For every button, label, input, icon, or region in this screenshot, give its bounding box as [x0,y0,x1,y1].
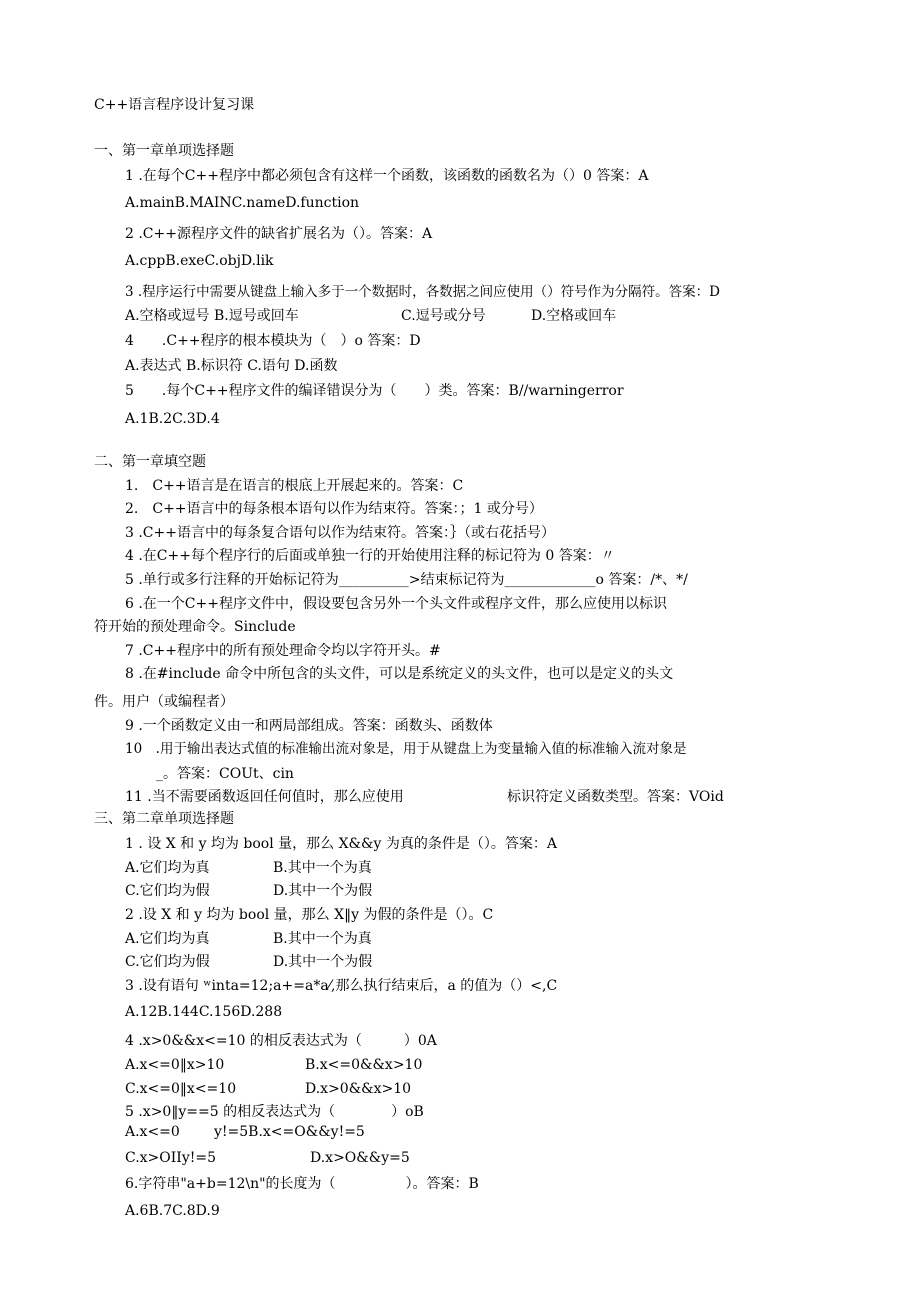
options-line: C.逗号或分号 [401,308,486,324]
options-line: D.其中一个为假 [273,954,373,970]
options-line: y!=5B.x<=O&&y!=5 [214,1124,365,1140]
question-line: 3 .C++语言中的每条复合语句以作为结束符。答案：｝（或右花括号） [125,525,555,541]
question-line: 5 .每个C++程序文件的编译错误分为（ ）类。答案：B//warningerror [125,383,624,399]
options-line: A.x<=0 [125,1124,180,1140]
options-line: C.它们均为假 [125,883,210,899]
options-line: A.mainB.MAINC.nameD.function [125,195,360,211]
question-line: 10 .用于输出表达式值的标准输出流对象是，用于从键盘上为变量输入值的标准输入流对象是 [125,741,687,757]
options-line: B.x<=0&&x>10 [305,1057,423,1073]
options-line: A.它们均为真 [125,931,210,947]
question-line-continued: 符开始的预处理命令。Sinclude [94,619,296,635]
question-line: 2 .设 X 和 y 均为 bool 量，那么 X‖y 为假的条件是（）。C [125,907,494,923]
question-line: 5 .单行或多行注释的开始标记符为__________>结束标记符为_____________o 答案：/*、*/ [125,572,688,588]
options-line: A.x<=0‖x>10 [125,1057,225,1073]
options-line: B.其中一个为真 [273,931,372,947]
question-line-continued: _。答案：COUt、cin [156,766,294,782]
options-line: A.12B.144C.156D.288 [125,1004,283,1020]
question-line: 1 . 设 X 和 y 均为 bool 量，那么 X&&y 为真的条件是（）。答案：A [125,836,557,852]
options-line: D.空格或回车 [531,308,617,324]
question-line: 3 .程序运行中需要从键盘上输入多于一个数据时，各数据之间应使用（）符号作为分隔符。答案：D [125,284,720,300]
question-line: 2. C++语言中的每条根本语句以作为结束符。答案：；1 或分号） [125,501,543,517]
question-line: 9 .一个函数定义由一和两局部组成。答案：函数头、函数体 [125,718,493,734]
options-line: A.1B.2C.3D.4 [125,411,220,427]
question-line: 5 .x>0‖y==5 的相反表达式为（ ）oB [125,1104,424,1120]
document-title: C++语言程序设计复习课 [94,97,255,113]
options-line: A.6B.7C.8D.9 [125,1203,220,1219]
section-heading: 一、第一章单项选择题 [94,143,234,159]
question-line-continued: 件。用户（或编程者） [94,694,234,710]
question-line: 8 .在#include 命令中所包含的头文件，可以是系统定义的头文件，也可以是定义的头文 [125,666,674,682]
question-line: 3 .设有语句 ʷinta=12;a+=a*a⁄,那么执行结束后，a 的值为（）<,C [125,978,558,994]
question-line: 4 .在C++每个程序行的后面或单独一行的开始使用注释的标记符为 0 答案：〃 [125,548,615,564]
question-line: 4 .x>0&&x<=10 的相反表达式为（ ）0A [125,1033,437,1049]
question-line: 4 .C++程序的根本模块为（ ）o 答案：D [125,333,421,349]
section-heading: 二、第一章填空题 [94,454,206,470]
options-line: A.cppB.exeC.objD.lik [125,253,274,269]
options-line: C.x<=0‖x<=10 [125,1081,237,1097]
question-line: 2 .C++源程序文件的缺省扩展名为（）。答案：A [125,226,433,242]
question-line: 6.字符串"a+b=12\n"的长度为（ ）。答案：B [125,1176,479,1192]
question-line: 7 .C++程序中的所有预处理命令均以字符开头。# [125,643,441,659]
options-line: D.其中一个为假 [273,883,373,899]
options-line: C.它们均为假 [125,954,210,970]
question-line: 1 .在每个C++程序中都必须包含有这样一个函数，该函数的函数名为（）0 答案：A [125,168,649,184]
options-line: A.空格或逗号 B.逗号或回车 [125,308,299,324]
options-line: A.它们均为真 [125,860,210,876]
options-line: D.x>O&&y=5 [310,1150,410,1166]
question-line: 11 .当不需要函数返回任何值时，那么应使用 [125,789,404,805]
question-line: 6 .在一个C++程序文件中，假设要包含另外一个头文件或程序文件，那么应使用以标识 [125,596,667,612]
options-line: D.x>0&&x>10 [305,1081,412,1097]
options-line: B.其中一个为真 [273,860,372,876]
question-line: 1. C++语言是在语言的根底上开展起来的。答案：C [125,478,464,494]
question-line: 标识符定义函数类型。答案：VOid [507,789,724,805]
options-line: A.表达式 B.标识符 C.语句 D.函数 [125,358,338,374]
section-heading: 三、第二章单项选择题 [94,811,234,827]
options-line: C.x>OIIy!=5 [125,1150,216,1166]
